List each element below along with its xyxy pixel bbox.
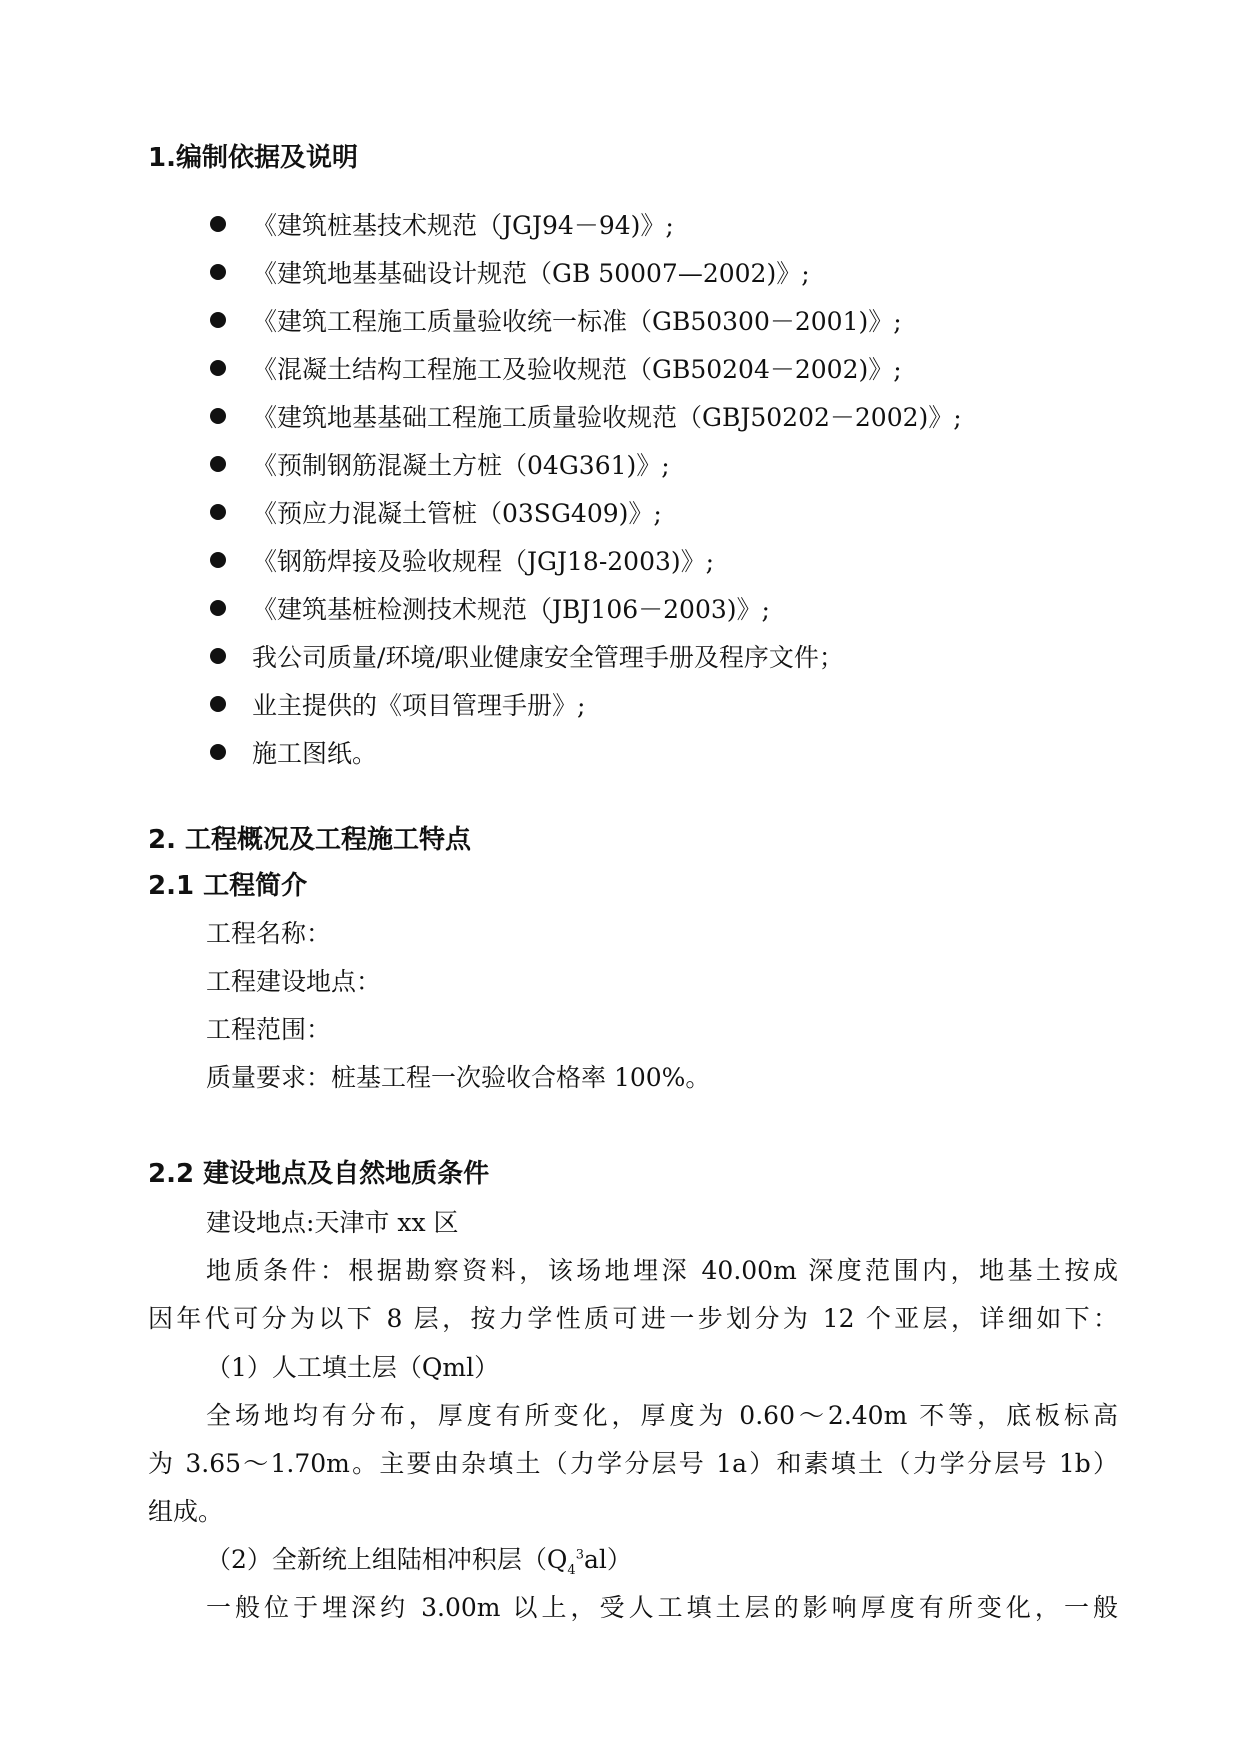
geology-paragraph-line-1: 地质条件：根据勘察资料，该场地埋深 40.00m 深度范围内，地基土按成 <box>206 1256 1118 1285</box>
bullet-icon <box>210 552 226 568</box>
list-item: 施工图纸。 <box>148 728 1128 776</box>
site-location-line: 建设地点:天津市 xx 区 <box>206 1208 459 1237</box>
bullet-icon <box>210 744 226 760</box>
layer-2-heading: （2）全新统上组陆相冲积层$(Q_4^3al)$ <box>206 1545 632 1578</box>
layer-2-line-1: 一般位于埋深约 3.00m 以上，受人工填土层的影响厚度有所变化，一般 <box>206 1593 1118 1622</box>
bullet-icon <box>210 648 226 664</box>
section-1-heading: 1.编制依据及说明 <box>148 143 358 173</box>
bullet-icon <box>210 360 226 376</box>
project-scope-line: 工程范围： <box>206 1015 332 1044</box>
layer-1-line-1: 全场地均有分布，厚度有所变化，厚度为 0.60～2.40m 不等，底板标高 <box>206 1401 1118 1430</box>
bullet-icon <box>210 264 226 280</box>
layer-1-line-2: 为 3.65～1.70m。主要由杂填土（力学分层号 1a）和素填土（力学分层号 1b） <box>148 1449 1118 1478</box>
project-name-line: 工程名称： <box>206 919 332 948</box>
reference-list <box>148 200 1128 776</box>
list-item: 业主提供的《项目管理手册》; <box>148 680 1128 728</box>
bullet-icon <box>210 312 226 328</box>
bullet-icon <box>210 216 226 232</box>
layer-1-heading: （1）人工填土层（Qml） <box>206 1353 500 1382</box>
list-item: 《预制钢筋混凝土方桩（04G361)》; <box>148 440 1128 488</box>
list-item: 我公司质量/环境/职业健康安全管理手册及程序文件； <box>148 632 1128 680</box>
section-2-1-heading: 2.1 工程简介 <box>148 871 308 901</box>
bullet-icon <box>210 504 226 520</box>
bullet-icon <box>210 696 226 712</box>
geology-paragraph-line-2: 因年代可分为以下 8 层，按力学性质可进一步划分为 12 个亚层，详细如下： <box>148 1304 1118 1333</box>
list-item: 《预应力混凝土管桩（03SG409)》; <box>148 488 1128 536</box>
bullet-icon <box>210 408 226 424</box>
list-item: 《建筑桩基技术规范（JGJ94－94)》; <box>148 200 1128 248</box>
list-item: 《建筑地基基础工程施工质量验收规范（GBJ50202－2002)》; <box>148 392 1128 440</box>
list-item: 《钢筋焊接及验收规程（JGJ18-2003)》; <box>148 536 1128 584</box>
bullet-icon <box>210 600 226 616</box>
section-2-heading: 2. 工程概况及工程施工特点 <box>148 825 472 855</box>
bullet-icon <box>210 456 226 472</box>
project-location-line: 工程建设地点： <box>206 967 382 996</box>
layer-1-line-3: 组成。 <box>148 1497 224 1526</box>
quality-requirement-line: 质量要求：桩基工程一次验收合格率 100%。 <box>206 1063 711 1092</box>
section-2-2-heading: 2.2 建设地点及自然地质条件 <box>148 1159 490 1189</box>
list-item: 《建筑地基基础设计规范（GB 50007—2002)》; <box>148 248 1128 296</box>
list-item: 《建筑基桩检测技术规范（JBJ106－2003)》; <box>148 584 1128 632</box>
list-item: 《建筑工程施工质量验收统一标准（GB50300－2001)》; <box>148 296 1128 344</box>
list-item: 《混凝土结构工程施工及验收规范（GB50204－2002)》; <box>148 344 1128 392</box>
